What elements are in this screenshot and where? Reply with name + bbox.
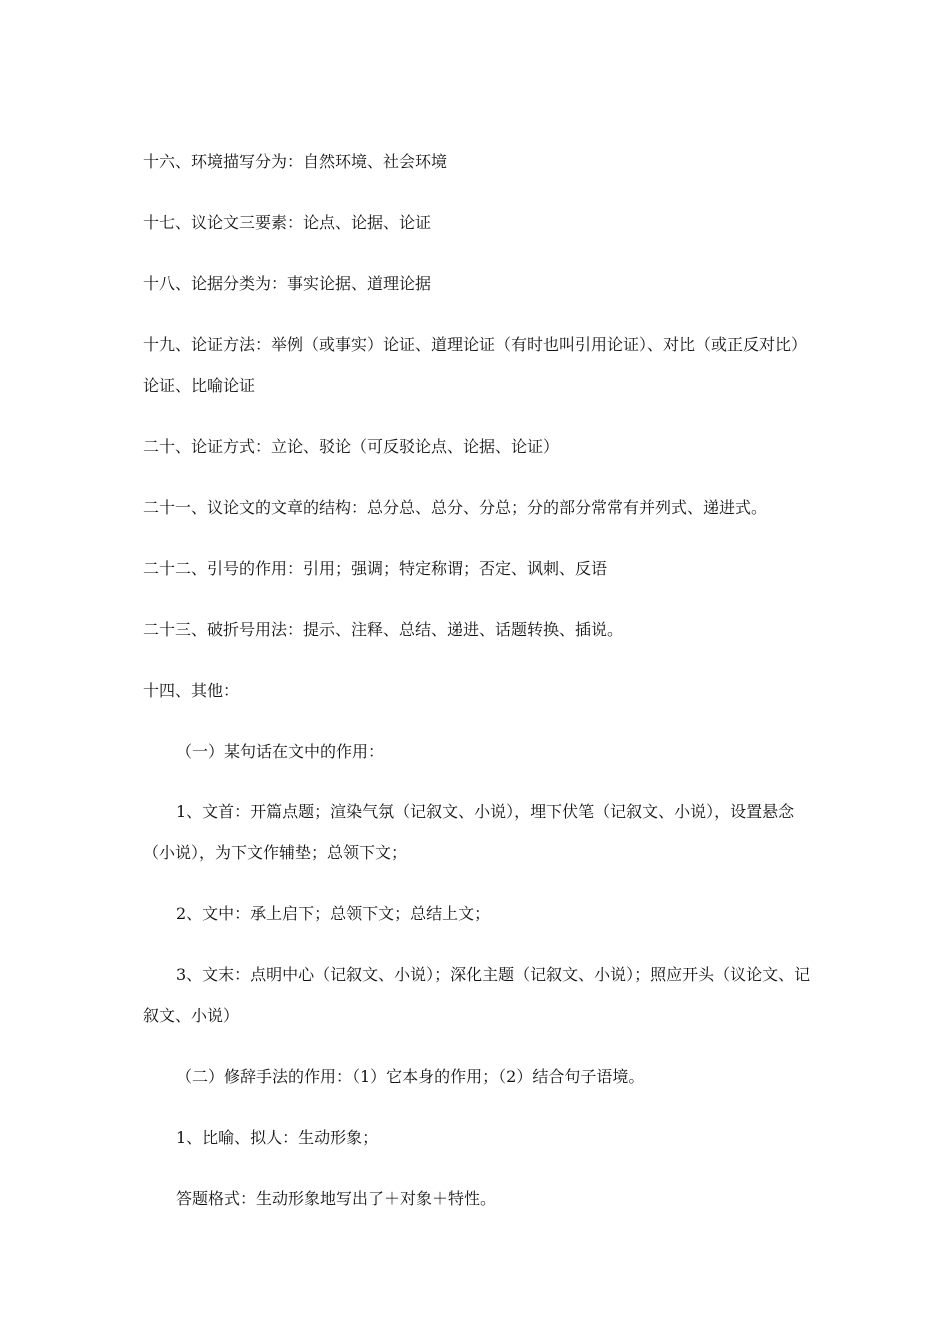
paragraph-argument-elements: 十七、议论文三要素：论点、论据、论证 (143, 213, 432, 232)
paragraph-middle-function: 2、文中：承上启下；总领下文；总结上文； (176, 904, 491, 923)
paragraph-answer-format: 答题格式：生动形象地写出了＋对象＋特性。 (176, 1189, 497, 1208)
paragraph-environment-description: 十六、环境描写分为：自然环境、社会环境 (143, 152, 448, 171)
paragraph-evidence-types: 十八、论据分类为：事实论据、道理论据 (143, 274, 432, 293)
paragraph-sentence-function-heading: （一）某句话在文中的作用： (176, 742, 385, 761)
paragraph-quotation-marks: 二十二、引号的作用：引用；强调；特定称谓；否定、讽刺、反语 (143, 559, 608, 578)
paragraph-metaphor-personification: 1、比喻、拟人：生动形象； (176, 1128, 379, 1147)
paragraph-others-heading: 十四、其他： (143, 681, 240, 700)
paragraph-opening-function: 1、文首：开篇点题；渲染气氛（记叙文、小说），埋下伏笔（记叙文、小说），设置悬念（小说），为下文作辅垫；总领下文； (143, 802, 795, 862)
paragraph-argument-methods: 十九、论证方法：举例（或事实）论证、道理论证（有时也叫引用论证）、对比（或正反对比）论证、比喻论证 (143, 335, 808, 395)
paragraph-ending-function: 3、文末：点明中心（记叙文、小说）；深化主题（记叙文、小说）；照应开头（议论文、记叙文、小说） (143, 965, 811, 1025)
paragraph-dash-usage: 二十三、破折号用法：提示、注释、总结、递进、话题转换、插说。 (143, 620, 624, 639)
paragraph-rhetoric-heading: （二）修辞手法的作用：（1）它本身的作用；（2）结合句子语境。 (176, 1067, 645, 1086)
paragraph-argument-modes: 二十、论证方式：立论、驳论（可反驳论点、论据、论证） (143, 437, 560, 456)
paragraph-essay-structure: 二十一、议论文的文章的结构：总分总、总分、分总；分的部分常常有并列式、递进式。 (143, 498, 768, 517)
